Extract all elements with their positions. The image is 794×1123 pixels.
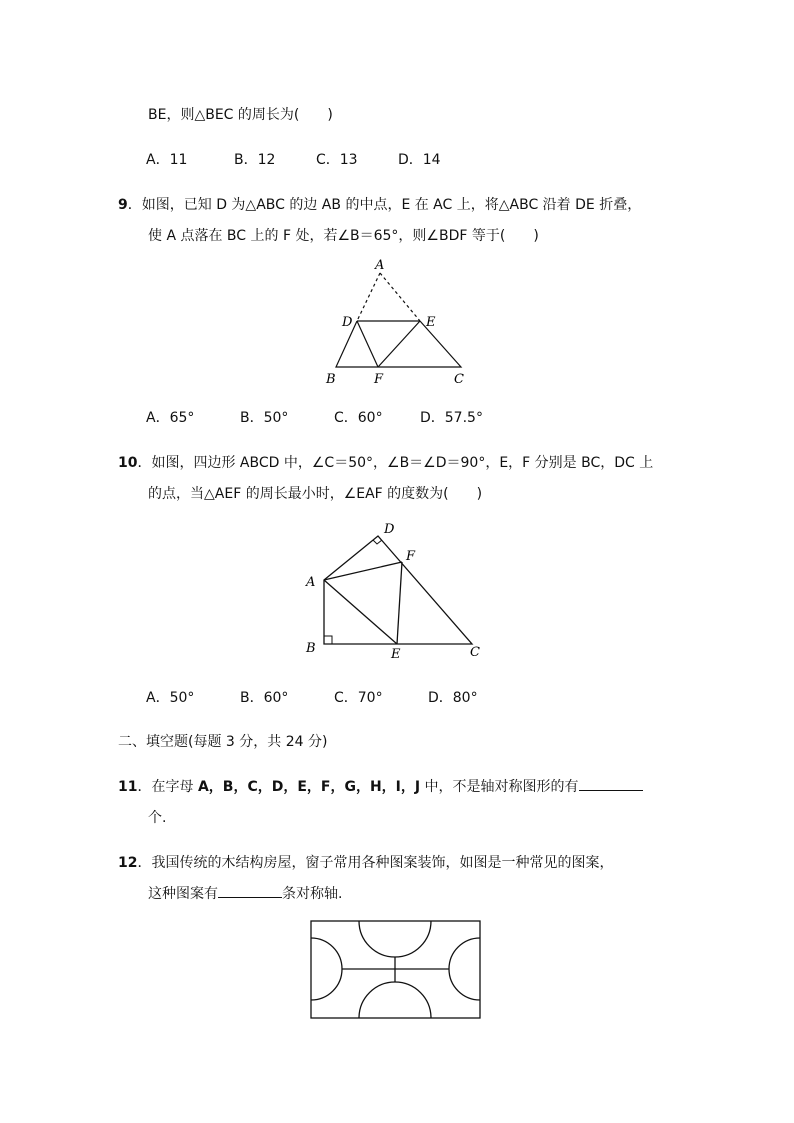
q9-dashed-ae bbox=[380, 273, 420, 321]
q10-segment-ae bbox=[324, 580, 397, 644]
q12-left-semicircle bbox=[311, 938, 342, 1000]
q9-option-b: B．50° bbox=[240, 410, 289, 426]
q9-label-d: D bbox=[342, 315, 353, 330]
q8-options bbox=[146, 149, 441, 169]
q9-label-b: B bbox=[326, 372, 336, 387]
q9-number: 9 bbox=[118, 197, 128, 213]
q8-option-d: D．14 bbox=[398, 152, 441, 168]
q12-line2 bbox=[148, 883, 342, 903]
q10-line1 bbox=[118, 452, 653, 472]
q11-text-pre: ．在字母 bbox=[137, 779, 198, 795]
q9-text-line1: ．如图，已知 D 为△ABC 的边 AB 的中点，E 在 AC 上，将△ABC 沿着 DE 折叠， bbox=[127, 197, 642, 213]
q8-option-b: B．12 bbox=[234, 152, 276, 168]
q9-line1 bbox=[118, 194, 641, 214]
q11-letters: A，B，C，D，E，F，G，H，I，J bbox=[197, 779, 421, 795]
q12-text-pre: 这种图案有 bbox=[148, 886, 218, 902]
q12-line1 bbox=[118, 852, 613, 872]
q9-options bbox=[146, 407, 483, 427]
q9-label-e: E bbox=[426, 315, 436, 330]
q11-line2: 个. bbox=[148, 810, 167, 826]
q10-label-e: E bbox=[391, 647, 401, 662]
q12-text-post: 条对称轴. bbox=[282, 886, 343, 902]
q9-option-d: D．57.5° bbox=[420, 410, 483, 426]
q12-answer-blank[interactable] bbox=[218, 883, 282, 898]
q12-window-pattern-figure bbox=[310, 920, 482, 1020]
q12-right-semicircle bbox=[449, 938, 480, 1000]
q10-segment-ef bbox=[397, 562, 402, 644]
q9-label-c: C bbox=[454, 372, 464, 387]
q10-right-angle-b bbox=[324, 636, 332, 644]
q8-option-a: A．11 bbox=[146, 152, 188, 168]
q9-segment-ef bbox=[378, 321, 420, 367]
q9-segment-df bbox=[357, 321, 378, 367]
q10-label-f: F bbox=[406, 549, 416, 564]
q10-option-d: D．80° bbox=[428, 690, 478, 706]
q10-label-d: D bbox=[384, 522, 395, 537]
q10-quadrilateral-figure bbox=[298, 516, 490, 664]
q10-label-c: C bbox=[470, 645, 480, 660]
q12-text-line1: ．我国传统的木结构房屋，窗子常用各种图案装饰，如图是一种常见的图案， bbox=[137, 855, 614, 871]
q9-label-f: F bbox=[374, 372, 384, 387]
q10-right-angle-d bbox=[373, 540, 382, 544]
q9-option-a: A．65° bbox=[146, 410, 195, 426]
q10-options bbox=[146, 687, 478, 707]
q12-top-semicircle bbox=[359, 921, 431, 957]
q11-answer-blank[interactable] bbox=[579, 776, 643, 791]
q9-label-a: A bbox=[375, 258, 385, 273]
q10-line2: 的点，当△AEF 的周长最小时，∠EAF 的度数为( ) bbox=[148, 486, 483, 502]
q9-line2: 使 A 点落在 BC 上的 F 处，若∠B＝65°，则∠BDF 等于( ) bbox=[148, 228, 539, 244]
q11-text-post: 中，不是轴对称图形的有 bbox=[420, 779, 579, 795]
q9-triangle-figure bbox=[320, 255, 480, 390]
q10-option-c: C．70° bbox=[334, 690, 383, 706]
q10-label-a: A bbox=[306, 575, 316, 590]
q8-line2: BE，则△BEC 的周长为( ) bbox=[148, 107, 333, 123]
q12-bottom-semicircle bbox=[359, 982, 431, 1018]
section-heading: 二、填空题(每题 3 分，共 24 分) bbox=[118, 734, 328, 750]
q10-option-b: B．60° bbox=[240, 690, 289, 706]
q11-line1 bbox=[118, 776, 643, 796]
q9-dashed-ad bbox=[357, 273, 380, 321]
q9-option-c: C．60° bbox=[334, 410, 383, 426]
q11-number: 11 bbox=[118, 779, 138, 795]
q8-option-c: C．13 bbox=[316, 152, 358, 168]
q10-option-a: A．50° bbox=[146, 690, 195, 706]
q10-number: 10 bbox=[118, 455, 138, 471]
q10-label-b: B bbox=[306, 641, 316, 656]
q12-number: 12 bbox=[118, 855, 138, 871]
q10-text-line1: ．如图，四边形 ABCD 中，∠C＝50°，∠B＝∠D＝90°，E，F 分别是 BC，DC 上 bbox=[137, 455, 654, 471]
